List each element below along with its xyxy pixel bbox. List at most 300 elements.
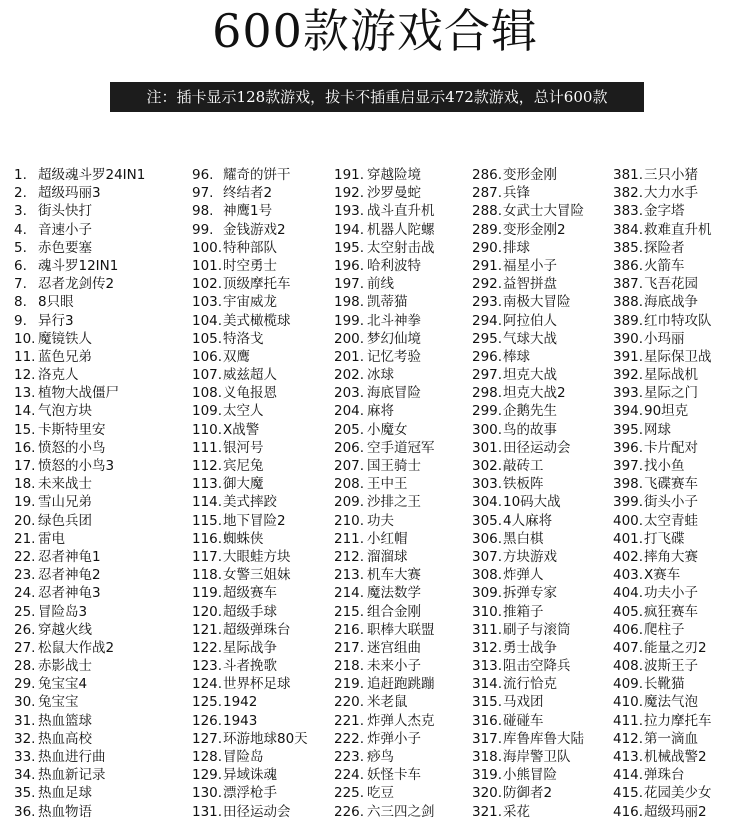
game-number: 382.: [613, 185, 644, 202]
list-item: [613, 257, 712, 275]
list-item: [334, 621, 435, 639]
list-item: [192, 584, 308, 602]
note-banner: 注：插卡显示128款游戏，拔卡不插重启显示472款游戏，总计600款: [110, 82, 644, 112]
game-number: 402.: [613, 548, 644, 565]
list-item: [472, 730, 584, 748]
list-item: [334, 275, 435, 293]
list-item: [472, 548, 584, 566]
game-title: 世界杯足球: [223, 676, 291, 693]
game-title: 打飞碟: [644, 530, 685, 547]
game-number: 320.: [472, 785, 503, 802]
game-title: 松鼠大作战2: [38, 639, 115, 656]
list-item: [192, 439, 308, 457]
list-item: [613, 548, 712, 566]
game-title: 街头快打: [38, 203, 92, 220]
list-item: [334, 439, 435, 457]
game-title: 美式摔跤: [223, 494, 277, 511]
game-number: 1.: [14, 167, 27, 183]
game-number: 295.: [472, 330, 503, 347]
game-number: 300.: [472, 421, 503, 438]
game-title: 溜溜球: [367, 548, 408, 565]
game-title: X赛车: [644, 567, 681, 584]
game-title: 方块游戏: [503, 548, 557, 565]
game-title: 顶级摩托车: [223, 276, 291, 293]
list-item: [472, 457, 584, 475]
list-item: [192, 766, 308, 784]
list-item: [472, 530, 584, 548]
game-title: 太空射击战: [367, 239, 435, 256]
game-number: 313.: [472, 658, 503, 675]
list-item: [334, 803, 435, 821]
list-item: [613, 493, 712, 511]
game-title: 超级赛车: [223, 585, 277, 602]
game-title: 雷电: [38, 530, 65, 547]
game-number: 381.: [613, 167, 644, 183]
game-number: 311.: [472, 621, 503, 638]
game-title: 10码大战: [503, 494, 561, 511]
game-number: 306.: [472, 530, 503, 547]
list-item: [334, 384, 435, 402]
game-title: 90坦克: [644, 403, 689, 420]
list-item: [14, 275, 145, 293]
game-title: 排球: [503, 239, 530, 256]
game-title: 探险者: [644, 239, 685, 256]
game-title: 火箭车: [644, 257, 685, 274]
game-title: X战警: [223, 421, 260, 438]
game-title: 宇宙威龙: [223, 294, 277, 311]
list-item: [613, 730, 712, 748]
list-item: [613, 566, 712, 584]
game-title: 8只眼: [38, 294, 74, 311]
list-item: [613, 166, 712, 184]
game-number: 108.: [192, 385, 223, 402]
game-title: 沙排之王: [367, 494, 421, 511]
game-number: 200.: [334, 330, 365, 347]
game-number: 315.: [472, 694, 503, 711]
game-number: 194.: [334, 221, 365, 238]
game-title: 流行恰克: [503, 676, 557, 693]
game-number: 395.: [613, 421, 644, 438]
list-item: [192, 566, 308, 584]
game-title: 碰碰车: [503, 712, 544, 729]
list-item: [334, 239, 435, 257]
list-item: [14, 784, 145, 802]
list-item: [334, 457, 435, 475]
game-number: 196.: [334, 257, 365, 274]
game-number: 23.: [14, 567, 36, 584]
game-number: 224.: [334, 767, 365, 784]
list-item: [472, 348, 584, 366]
list-item: [14, 603, 145, 621]
list-item: [613, 402, 712, 420]
list-item: [334, 566, 435, 584]
list-item: [334, 530, 435, 548]
game-number: 97.: [192, 185, 214, 202]
game-number: 312.: [472, 639, 503, 656]
list-item: [14, 366, 145, 384]
game-title: 长靴猫: [644, 676, 685, 693]
game-number: 392.: [613, 367, 644, 384]
game-number: 104.: [192, 312, 223, 329]
game-title: 南极大冒险: [503, 294, 571, 311]
game-number: 399.: [613, 494, 644, 511]
list-item: [334, 603, 435, 621]
list-item: [613, 384, 712, 402]
list-item: [334, 766, 435, 784]
game-number: 317.: [472, 730, 503, 747]
game-title: 马戏团: [503, 694, 544, 711]
game-number: 31.: [14, 712, 36, 729]
game-number: 288.: [472, 203, 503, 220]
list-item: [472, 366, 584, 384]
game-title: 机车大赛: [367, 567, 421, 584]
game-number: 310.: [472, 603, 503, 620]
game-number: 212.: [334, 548, 365, 565]
game-title: 热血篮球: [38, 712, 92, 729]
game-number: 415.: [613, 785, 644, 802]
game-number: 29.: [14, 676, 36, 693]
game-title: 银河号: [223, 439, 264, 456]
game-number: 391.: [613, 348, 644, 365]
game-title: 王中王: [367, 476, 408, 493]
list-item: [472, 202, 584, 220]
game-title: 海底冒险: [367, 385, 421, 402]
list-item: [472, 384, 584, 402]
game-number: 217.: [334, 639, 365, 656]
game-title: 热血物语: [38, 803, 92, 820]
game-title: 女武士大冒险: [503, 203, 584, 220]
game-number: 119.: [192, 585, 223, 602]
game-title: 波斯王子: [644, 658, 698, 675]
game-number: 34.: [14, 767, 36, 784]
game-title: 海底战争: [644, 294, 698, 311]
game-title: 阻击空降兵: [503, 658, 571, 675]
game-title: 哈利波特: [367, 257, 421, 274]
list-item: [14, 312, 145, 330]
game-title: 未来小子: [367, 658, 421, 675]
list-item: [192, 166, 308, 184]
list-item: [613, 330, 712, 348]
game-number: 390.: [613, 330, 644, 347]
game-title: 忍者神龟2: [38, 567, 101, 584]
game-title: 疯狂赛车: [644, 603, 698, 620]
game-number: 226.: [334, 803, 365, 820]
game-number: 199.: [334, 312, 365, 329]
game-title: 超级手球: [223, 603, 277, 620]
game-number: 98.: [192, 203, 214, 220]
list-item: [192, 548, 308, 566]
game-number: 321.: [472, 803, 503, 820]
list-item: [334, 657, 435, 675]
game-number: 303.: [472, 476, 503, 493]
list-item: [192, 621, 308, 639]
game-number: 409.: [613, 676, 644, 693]
game-title: 变形金刚2: [503, 221, 566, 238]
list-item: [472, 621, 584, 639]
game-title: 女警三姐妹: [223, 567, 291, 584]
game-number: 305.: [472, 512, 503, 529]
game-title: 忍者龙剑传2: [38, 276, 115, 293]
game-title: 金钱游戏2: [223, 221, 286, 238]
list-item: [472, 566, 584, 584]
game-list-column-5: [613, 166, 712, 821]
list-item: [334, 166, 435, 184]
game-title: 三只小猪: [644, 167, 698, 183]
list-item: [472, 257, 584, 275]
game-title: 1942: [223, 694, 258, 711]
game-number: 10.: [14, 330, 36, 347]
game-number: 100.: [192, 239, 223, 256]
game-title: 冒险岛3: [38, 603, 88, 620]
list-item: [334, 312, 435, 330]
list-item: [613, 312, 712, 330]
game-title: 热血新记录: [38, 767, 106, 784]
list-item: [14, 330, 145, 348]
list-item: [334, 348, 435, 366]
game-title: 田径运动会: [223, 803, 291, 820]
game-number: 33.: [14, 749, 36, 765]
game-title: 超级弹珠台: [223, 621, 291, 638]
game-title: 变形金刚: [503, 167, 557, 183]
list-item: [14, 730, 145, 748]
game-title: 库鲁库鲁大陆: [503, 730, 584, 747]
list-item: [472, 657, 584, 675]
game-title: 赤色要塞: [38, 239, 92, 256]
game-title: 小熊冒险: [503, 767, 557, 784]
list-item: [472, 639, 584, 657]
game-number: 22.: [14, 548, 36, 565]
list-item: [613, 766, 712, 784]
game-number: 408.: [613, 658, 644, 675]
list-item: [613, 530, 712, 548]
game-title: 棒球: [503, 348, 530, 365]
game-title: 美式橄榄球: [223, 312, 291, 329]
game-number: 405.: [613, 603, 644, 620]
game-title: 企鹅先生: [503, 403, 557, 420]
game-title: 异域诛魂: [223, 767, 277, 784]
game-title: 终结者2: [223, 185, 273, 202]
list-item: [14, 421, 145, 439]
game-number: 99.: [192, 221, 214, 238]
list-item: [613, 293, 712, 311]
game-number: 222.: [334, 730, 365, 747]
list-item: [14, 766, 145, 784]
game-number: 400.: [613, 512, 644, 529]
list-item: [334, 748, 435, 766]
list-item: [472, 293, 584, 311]
game-number: 105.: [192, 330, 223, 347]
game-title: 迷宫组曲: [367, 639, 421, 656]
game-number: 308.: [472, 567, 503, 584]
game-title: 小玛丽: [644, 330, 685, 347]
game-title: 鸟的故事: [503, 421, 557, 438]
list-item: [334, 675, 435, 693]
list-item: [613, 366, 712, 384]
list-item: [192, 202, 308, 220]
game-number: 403.: [613, 567, 644, 584]
game-number: 106.: [192, 348, 223, 365]
list-item: [472, 512, 584, 530]
game-number: 32.: [14, 730, 36, 747]
game-title: 勇士战争: [503, 639, 557, 656]
game-number: 304.: [472, 494, 503, 511]
list-item: [192, 748, 308, 766]
game-title: 大力水手: [644, 185, 698, 202]
game-title: 花园美少女: [644, 785, 712, 802]
game-number: 112.: [192, 458, 223, 474]
game-number: 309.: [472, 585, 503, 602]
list-item: [192, 184, 308, 202]
list-item: [613, 348, 712, 366]
list-item: [192, 675, 308, 693]
game-number: 316.: [472, 712, 503, 729]
list-item: [613, 421, 712, 439]
list-item: [14, 639, 145, 657]
list-item: [14, 512, 145, 530]
game-title: 卡斯特里安: [38, 421, 106, 438]
game-title: 义龟报恩: [223, 385, 277, 402]
list-item: [334, 293, 435, 311]
game-number: 197.: [334, 276, 365, 293]
list-item: [192, 712, 308, 730]
game-number: 209.: [334, 494, 365, 511]
game-title: 愤怒的小鸟: [38, 439, 106, 456]
game-number: 219.: [334, 676, 365, 693]
game-title: 洛克人: [38, 367, 79, 384]
list-item: [14, 475, 145, 493]
game-number: 7.: [14, 276, 27, 293]
game-number: 17.: [14, 458, 36, 474]
list-item: [472, 748, 584, 766]
game-number: 12.: [14, 367, 36, 384]
game-number: 117.: [192, 548, 223, 565]
list-item: [613, 584, 712, 602]
game-title: 4人麻将: [503, 512, 553, 529]
game-title: 飞碟赛车: [644, 476, 698, 493]
game-title: 海岸警卫队: [503, 749, 571, 765]
list-item: [192, 493, 308, 511]
game-title: 双鹰: [223, 348, 250, 365]
game-number: 406.: [613, 621, 644, 638]
list-item: [472, 693, 584, 711]
game-title: 魂斗罗12IN1: [38, 257, 119, 274]
game-number: 4.: [14, 221, 27, 238]
list-item: [14, 202, 145, 220]
list-item: [613, 275, 712, 293]
list-item: [14, 530, 145, 548]
game-title: 阿拉伯人: [503, 312, 557, 329]
game-number: 318.: [472, 749, 503, 765]
game-number: 14.: [14, 403, 36, 420]
game-title: 热血高校: [38, 730, 92, 747]
list-item: [334, 366, 435, 384]
list-item: [14, 675, 145, 693]
list-item: [14, 384, 145, 402]
game-number: 214.: [334, 585, 365, 602]
list-item: [472, 221, 584, 239]
game-title: 雪山兄弟: [38, 494, 92, 511]
list-item: [14, 439, 145, 457]
game-number: 202.: [334, 367, 365, 384]
game-number: 113.: [192, 476, 223, 493]
game-title: 环游地球80天: [223, 730, 308, 747]
list-item: [613, 748, 712, 766]
game-number: 120.: [192, 603, 223, 620]
game-title: 穿越火线: [38, 621, 92, 638]
game-number: 129.: [192, 767, 223, 784]
list-item: [472, 184, 584, 202]
game-number: 225.: [334, 785, 365, 802]
game-number: 2.: [14, 185, 27, 202]
list-item: [472, 275, 584, 293]
list-item: [334, 184, 435, 202]
game-number: 123.: [192, 658, 223, 675]
list-item: [334, 221, 435, 239]
game-title: 拆弹专家: [503, 585, 557, 602]
game-title: 星际战争: [223, 639, 277, 656]
list-item: [192, 312, 308, 330]
game-number: 389.: [613, 312, 644, 329]
game-number: 204.: [334, 403, 365, 420]
game-title: 记忆考验: [367, 348, 421, 365]
list-item: [14, 584, 145, 602]
game-title: 战斗直升机: [367, 203, 435, 220]
game-number: 291.: [472, 257, 503, 274]
game-number: 115.: [192, 512, 223, 529]
game-title: 大眼蛙方块: [223, 548, 291, 565]
list-item: [192, 475, 308, 493]
list-item: [613, 603, 712, 621]
game-title: 蜘蛛侠: [223, 530, 264, 547]
game-number: 290.: [472, 239, 503, 256]
list-item: [192, 657, 308, 675]
game-title: 福星小子: [503, 257, 557, 274]
game-number: 412.: [613, 730, 644, 747]
game-number: 211.: [334, 530, 365, 547]
game-number: 397.: [613, 458, 644, 474]
list-item: [192, 784, 308, 802]
game-number: 388.: [613, 294, 644, 311]
game-number: 192.: [334, 185, 365, 202]
game-number: 24.: [14, 585, 36, 602]
game-title: 星际之门: [644, 385, 698, 402]
game-number: 96.: [192, 167, 214, 183]
list-item: [613, 512, 712, 530]
game-number: 127.: [192, 730, 223, 747]
game-number: 416.: [613, 803, 644, 820]
game-number: 396.: [613, 439, 644, 456]
game-title: 敲砖工: [503, 458, 544, 474]
list-item: [334, 784, 435, 802]
game-title: 街头小子: [644, 494, 698, 511]
list-item: [192, 257, 308, 275]
game-title: 特种部队: [223, 239, 277, 256]
game-title: 摔角大赛: [644, 548, 698, 565]
game-number: 205.: [334, 421, 365, 438]
list-item: [334, 493, 435, 511]
game-number: 35.: [14, 785, 36, 802]
list-item: [14, 693, 145, 711]
game-number: 393.: [613, 385, 644, 402]
game-title: 坦克大战: [503, 367, 557, 384]
game-number: 203.: [334, 385, 365, 402]
game-title: 音速小子: [38, 221, 92, 238]
game-number: 210.: [334, 512, 365, 529]
list-item: [472, 766, 584, 784]
game-number: 128.: [192, 749, 223, 765]
list-item: [472, 803, 584, 821]
game-number: 107.: [192, 367, 223, 384]
